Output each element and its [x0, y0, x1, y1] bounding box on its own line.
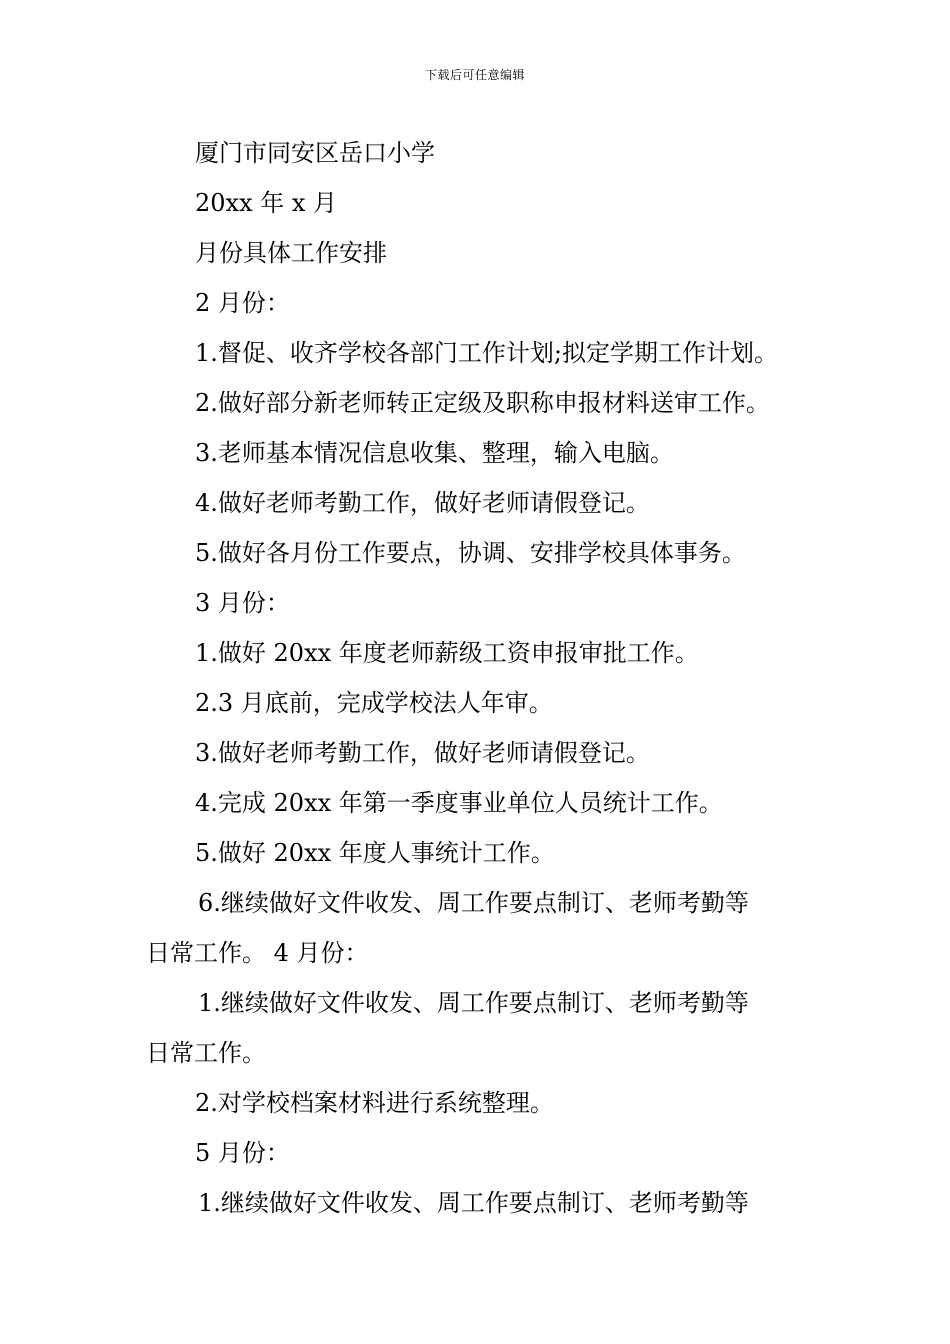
school-name: 厦门市同安区岳口小学	[195, 139, 435, 167]
apr-item-2: 2.对学校档案材料进行系统整理。	[195, 1089, 554, 1117]
feb-item-5: 5.做好各月份工作要点，协调、安排学校具体事务。	[195, 539, 746, 567]
feb-item-2: 2.做好部分新老师转正定级及职称申报材料送审工作。	[195, 389, 770, 417]
document-body	[146, 128, 810, 1228]
mar-item-1: 1.做好 20xx 年度老师薪级工资申报审批工作。	[195, 639, 699, 667]
feb-item-4: 4.做好老师考勤工作，做好老师请假登记。	[195, 489, 650, 517]
mar-item-6-line-1: 6.继续做好文件收发、周工作要点制订、老师考勤等	[198, 889, 749, 917]
apr-item-1-line-2: 日常工作。	[146, 1039, 266, 1067]
feb-item-3: 3.老师基本情况信息收集、整理，输入电脑。	[195, 439, 674, 467]
mar-item-2: 2.3 月底前，完成学校法人年审。	[195, 689, 553, 717]
mar-item-3: 3.做好老师考勤工作，做好老师请假登记。	[195, 739, 650, 767]
section-title: 月份具体工作安排	[195, 239, 387, 267]
month-heading-mar: 3 月份：	[195, 589, 290, 617]
page-header-note: 下载后可任意编辑	[424, 68, 525, 82]
mar-item-4: 4.完成 20xx 年第一季度事业单位人员统计工作。	[195, 789, 723, 817]
mar-item-5: 5.做好 20xx 年度人事统计工作。	[195, 839, 555, 867]
feb-item-1: 1.督促、收齐学校各部门工作计划;拟定学期工作计划。	[195, 339, 778, 367]
month-heading-feb: 2 月份：	[195, 289, 290, 317]
document-date: 20xx 年 x 月	[195, 189, 338, 217]
may-item-1-line-1: 1.继续做好文件收发、周工作要点制订、老师考勤等	[198, 1189, 749, 1217]
mar-item-6-line-2: 日常工作。 4 月份：	[146, 939, 369, 967]
apr-item-1-line-1: 1.继续做好文件收发、周工作要点制订、老师考勤等	[198, 989, 749, 1017]
month-heading-may: 5 月份：	[195, 1139, 290, 1167]
